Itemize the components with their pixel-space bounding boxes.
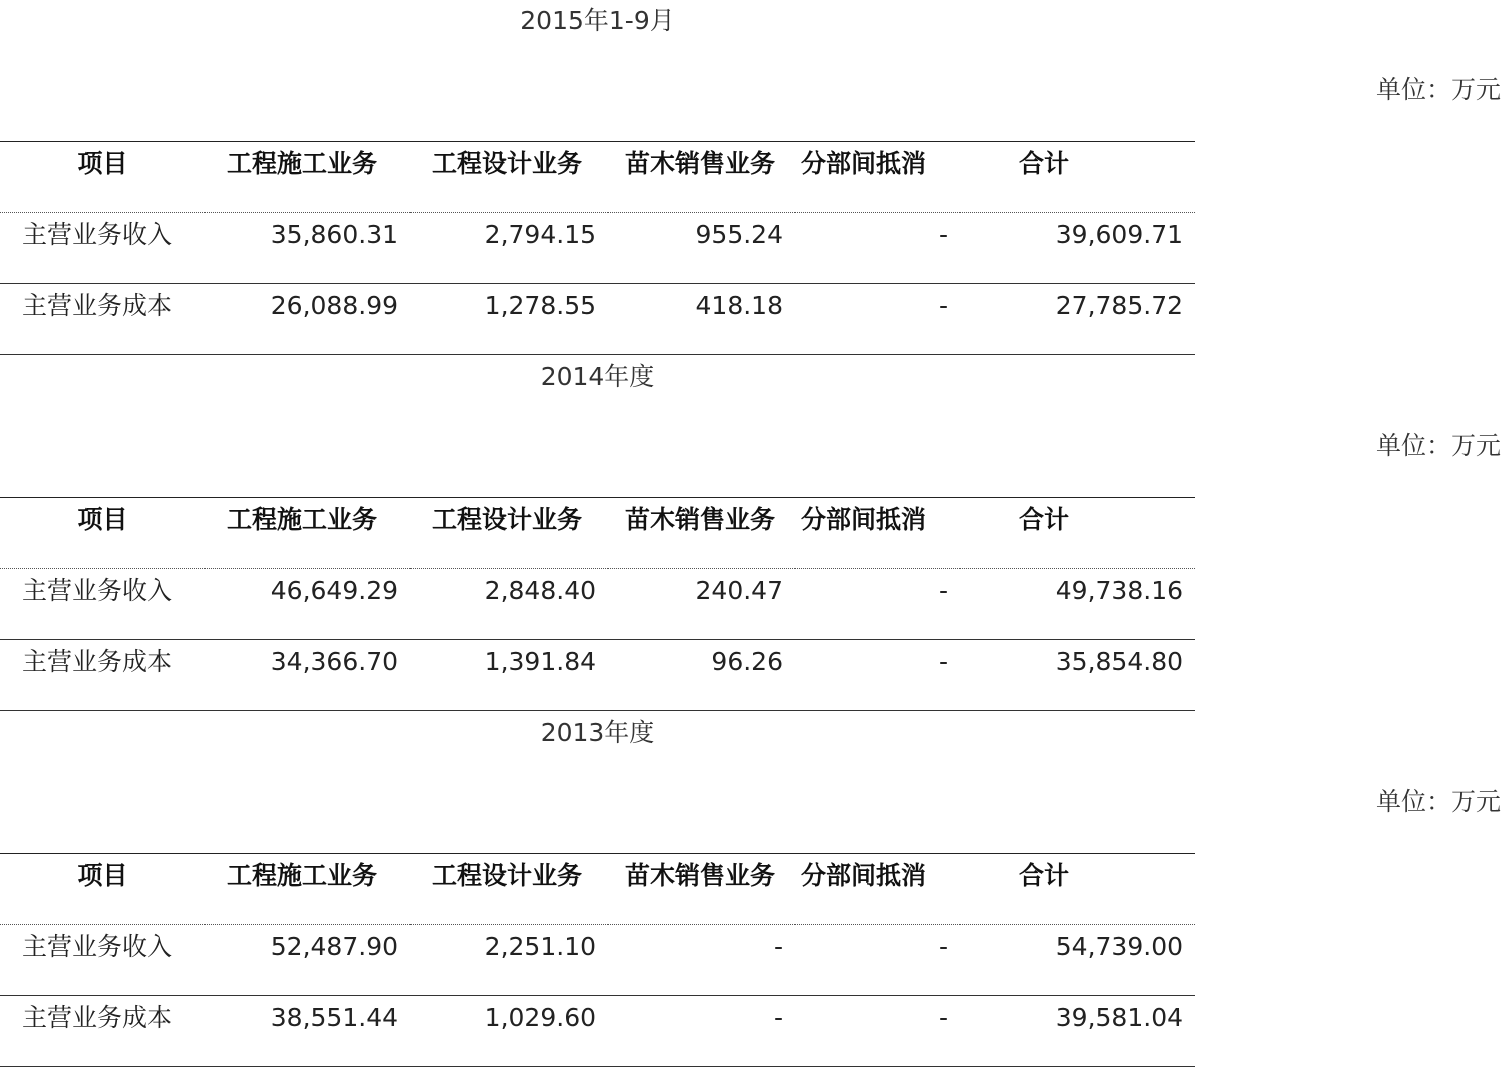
table-row	[0, 284, 1195, 355]
table-header-row	[0, 854, 1195, 925]
cell-total: 35,854.80	[1055, 647, 1183, 676]
header-total: 合计	[1019, 861, 1070, 890]
cell-total: 54,739.00	[1055, 932, 1183, 961]
cell-engineering: 35,860.31	[270, 220, 398, 249]
table-row	[0, 925, 1195, 996]
cell-engineering: 38,551.44	[270, 1003, 398, 1032]
table-header-row	[0, 498, 1195, 569]
cell-engineering: 34,366.70	[270, 647, 398, 676]
segment-table	[0, 497, 1195, 711]
cell-total: 39,581.04	[1055, 1003, 1183, 1032]
cell-design: 2,251.10	[484, 932, 596, 961]
cell-engineering: 52,487.90	[270, 932, 398, 961]
cell-nursery: -	[773, 932, 783, 961]
table-row	[0, 640, 1195, 711]
cell-nursery: 955.24	[695, 220, 783, 249]
cell-nursery: -	[773, 1003, 783, 1032]
cell-total: 27,785.72	[1055, 291, 1183, 320]
header-elimination: 分部间抵消	[801, 861, 927, 890]
cell-nursery: 96.26	[711, 647, 783, 676]
cell-design: 1,391.84	[484, 647, 596, 676]
header-nursery: 苗木销售业务	[625, 505, 776, 534]
header-elimination: 分部间抵消	[801, 505, 927, 534]
cell-total: 39,609.71	[1055, 220, 1183, 249]
row-label: 主营业务成本	[22, 291, 173, 320]
header-total: 合计	[1019, 149, 1070, 178]
period-title: 2015年1-9月	[520, 6, 675, 35]
cell-elimination: -	[938, 932, 948, 961]
cell-engineering: 46,649.29	[270, 576, 398, 605]
cell-elimination: -	[938, 576, 948, 605]
header-engineering: 工程施工业务	[227, 861, 378, 890]
row-label: 主营业务收入	[22, 932, 173, 961]
period-section-2014	[0, 356, 1505, 712]
period-title: 2014年度	[540, 362, 655, 391]
table-row	[0, 213, 1195, 284]
header-item: 项目	[77, 861, 128, 890]
period-section-2013	[0, 712, 1505, 1068]
header-design: 工程设计业务	[432, 149, 583, 178]
segment-table	[0, 853, 1195, 1067]
header-elimination: 分部间抵消	[801, 149, 927, 178]
cell-nursery: 240.47	[695, 576, 783, 605]
table-row	[0, 996, 1195, 1067]
cell-nursery: 418.18	[695, 291, 783, 320]
cell-design: 1,278.55	[484, 291, 596, 320]
cell-elimination: -	[938, 291, 948, 320]
header-total: 合计	[1019, 505, 1070, 534]
header-item: 项目	[77, 505, 128, 534]
header-item: 项目	[77, 149, 128, 178]
header-nursery: 苗木销售业务	[625, 861, 776, 890]
header-engineering: 工程施工业务	[227, 149, 378, 178]
unit-label: 单位：万元	[1375, 431, 1501, 460]
cell-total: 49,738.16	[1055, 576, 1183, 605]
unit-label: 单位：万元	[1375, 787, 1501, 816]
table-row	[0, 569, 1195, 640]
cell-design: 1,029.60	[484, 1003, 596, 1032]
unit-label: 单位：万元	[1375, 75, 1501, 104]
header-engineering: 工程施工业务	[227, 505, 378, 534]
cell-engineering: 26,088.99	[270, 291, 398, 320]
row-label: 主营业务收入	[22, 576, 173, 605]
cell-elimination: -	[938, 220, 948, 249]
header-nursery: 苗木销售业务	[625, 149, 776, 178]
cell-elimination: -	[938, 647, 948, 676]
table-header-row	[0, 142, 1195, 213]
period-section-2015	[0, 0, 1505, 356]
cell-elimination: -	[938, 1003, 948, 1032]
cell-design: 2,794.15	[484, 220, 596, 249]
row-label: 主营业务成本	[22, 1003, 173, 1032]
header-design: 工程设计业务	[432, 505, 583, 534]
cell-design: 2,848.40	[484, 576, 596, 605]
period-title: 2013年度	[540, 718, 655, 747]
segment-table	[0, 141, 1195, 355]
row-label: 主营业务收入	[22, 220, 173, 249]
row-label: 主营业务成本	[22, 647, 173, 676]
header-design: 工程设计业务	[432, 861, 583, 890]
